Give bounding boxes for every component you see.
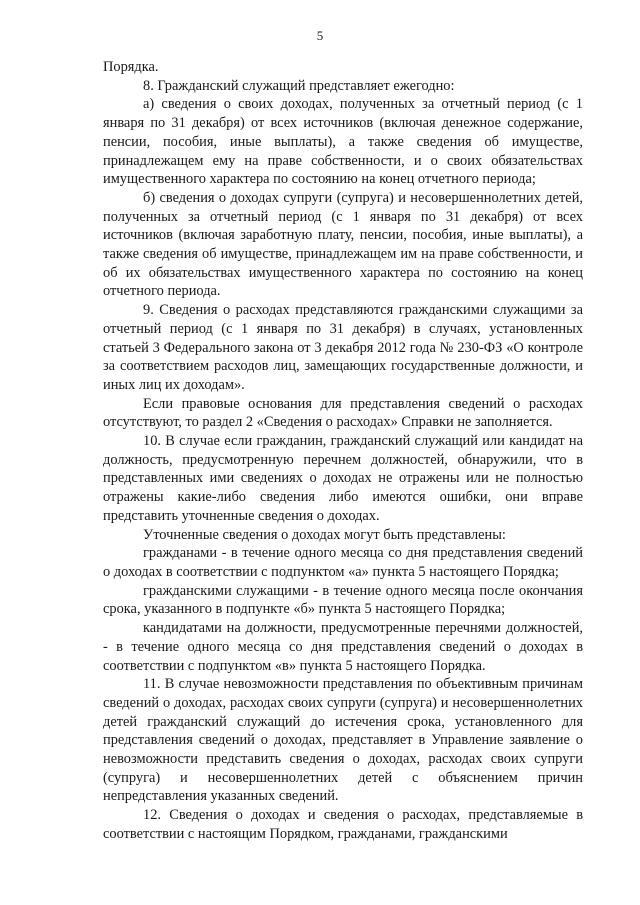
paragraph: гражданскими служащими - в течение одного месяца после окончания срока, указанного в подпункте «б» пункта 5 настоящего Порядка; xyxy=(103,582,583,618)
paragraph: 8. Гражданский служащий представляет ежегодно: xyxy=(143,77,455,94)
paragraph: 12. Сведения о доходах и сведения о расходах, представляемые в соответствии с настоящим Порядком, гражданами, гражданскими xyxy=(103,807,583,842)
paragraph: Порядка. xyxy=(103,59,159,75)
paragraph: кандидатами на должности, предусмотренные перечнями должностей, - в течение одного месяца со дня представления сведений о доходах в соответствии с подпунктом «в» пункта 5 настоящего Порядка. xyxy=(103,620,583,674)
paragraph: Уточненные сведения о доходах могут быть представлены: xyxy=(143,526,506,543)
paragraph: б) сведения о доходах супруги (супруга) и несовершеннолетних детей, полученных за отчетный период (с 1 января по 31 декабря) от всех источников (включая заработную плату, пенсии, пособия, иные выплаты), а также сведения об имуществе, принадлежащем им на праве собственности, и об их обязательствах имущественного характера по состоянию на конец отчетного периода. xyxy=(103,189,583,300)
document-body xyxy=(103,58,583,844)
paragraph: 9. Сведения о расходах представляются гражданскими служащими за отчетный период (с 1 января по 31 декабря) в случаях, установленных статьей 3 Федерального закона от 3 декабря 2012 года № 230-ФЗ «О контроле за соответствием расходов лиц, замещающих государственные должности, и иных лиц их доходам». xyxy=(103,302,583,393)
paragraph: гражданами - в течение одного месяца со дня представления сведений о доходах в соответствии с подпунктом «а» пункта 5 настоящего Порядка; xyxy=(103,545,583,580)
paragraph: Если правовые основания для представления сведений о расходах отсутствуют, то раздел 2 «Сведения о расходах» Справки не заполняется. xyxy=(103,395,583,431)
page-number: 5 xyxy=(316,28,324,43)
paragraph: 10. В случае если гражданин, гражданский служащий или кандидат на должность, предусмотренную перечнем должностей, обнаружили, что в представленных ими сведениях о доходах не отражены или не полностью отражены какие-либо сведения либо имеются ошибки, они вправе представить уточненные сведения о доходах. xyxy=(103,433,583,524)
paragraph: 11. В случае невозможности представления по объективным причинам сведений о доходах, расходах своих супруги (супруга) и несовершеннолетних детей гражданский служащий до истечения срока, установленного для представления сведений о доходах, представляет в Управление заявление о невозможности представить сведения о доходах, расходах своих супруги (супруга) и несовершеннолетних детей с объяснением причин непредставления указанных сведений. xyxy=(103,676,583,805)
paragraph: а) сведения о своих доходах, полученных за отчетный период (с 1 января по 31 декабря) от всех источников (включая денежное содержание, пенсии, пособия, иные выплаты), а также сведения об имуществе, принадлежащем ему на праве собственности, и о своих обязательствах имущественного характера по состоянию на конец отчетного периода; xyxy=(103,96,583,188)
